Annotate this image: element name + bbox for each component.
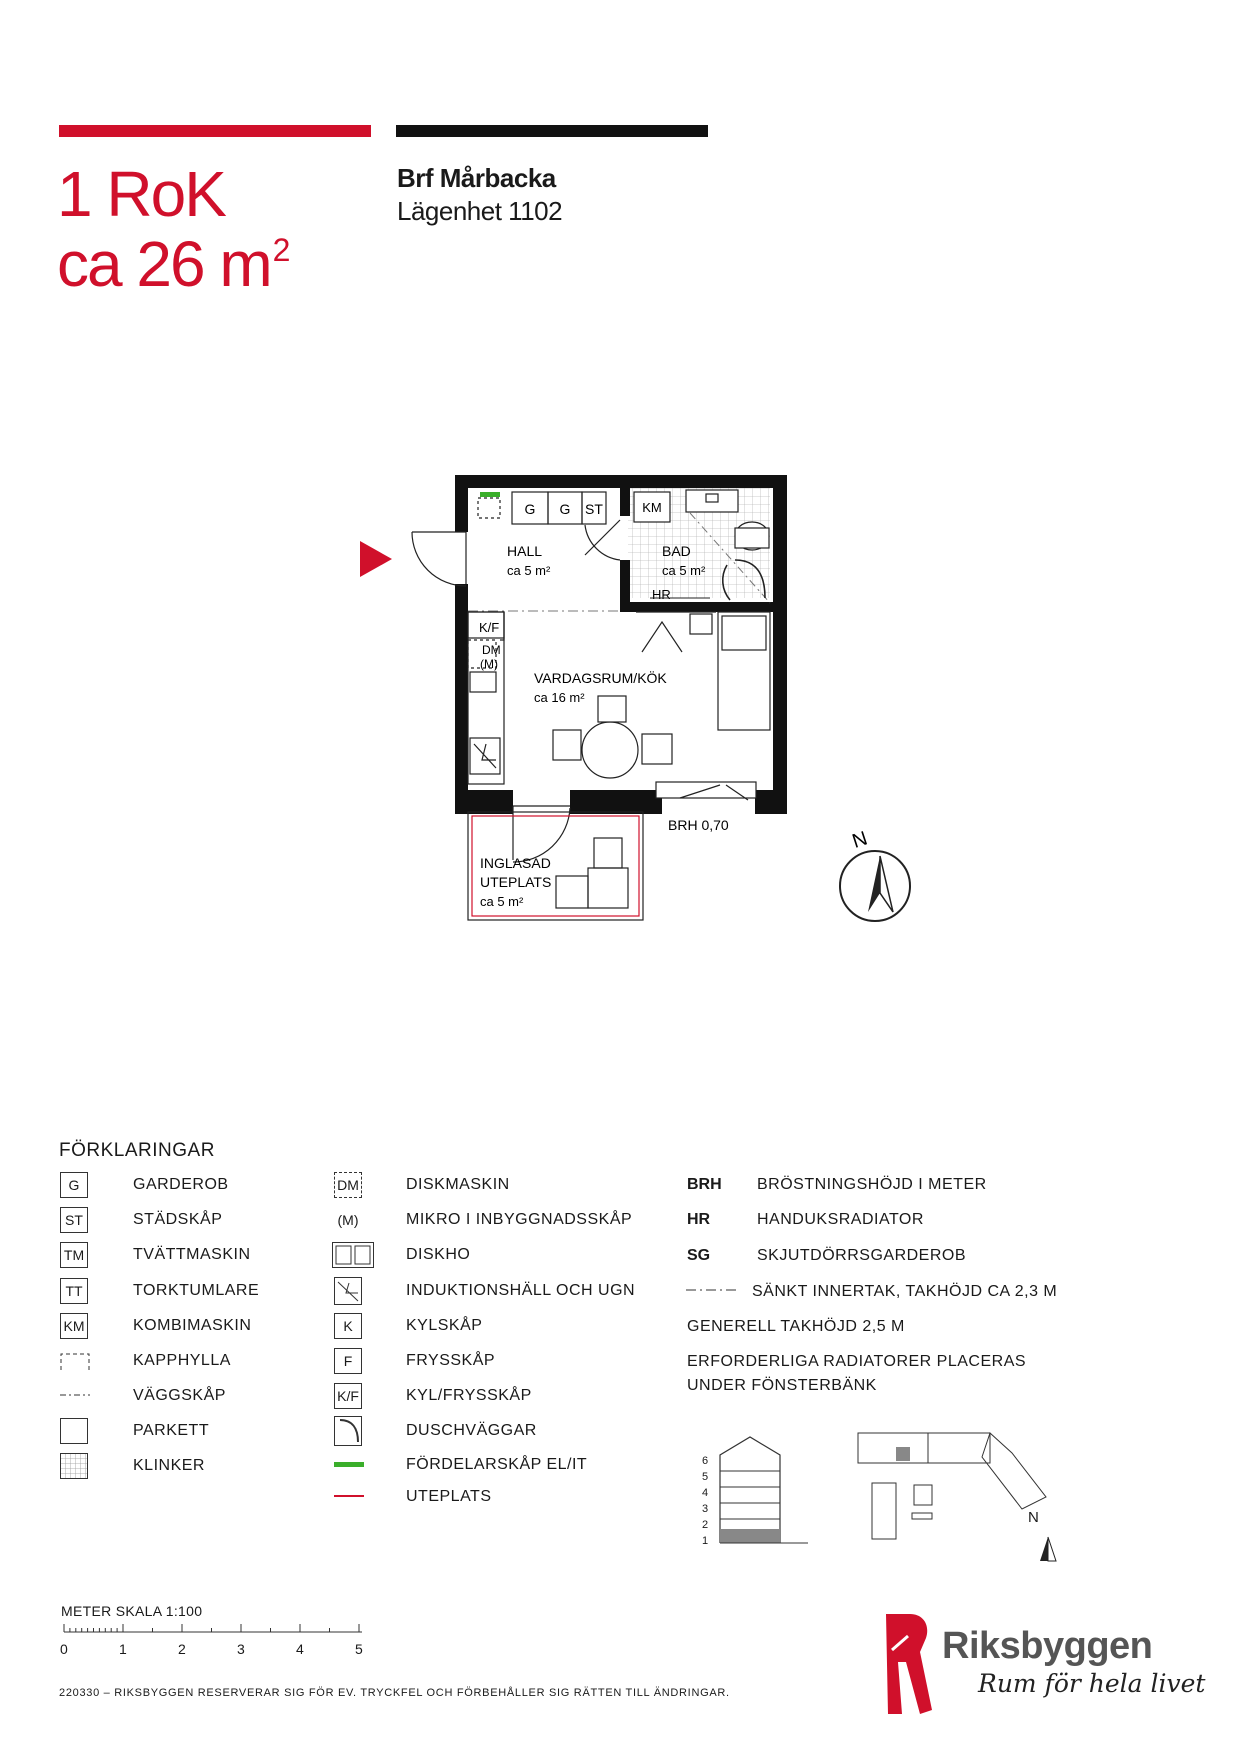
legend-label-induktion: INDUKTIONSHÄLL OCH UGN <box>406 1282 636 1299</box>
dishwasher-label: DM <box>482 643 501 657</box>
scale-tick: 5 <box>355 1641 364 1657</box>
legend-label-diskho: DISKHO <box>406 1246 471 1263</box>
room-label-hall: HALL <box>507 543 543 559</box>
riksbyggen-logo-icon <box>880 1610 940 1720</box>
legend-symbol-mikro: (M) <box>334 1207 362 1233</box>
legend-symbol-diskmaskin: DM <box>334 1172 362 1198</box>
scale-tick: 1 <box>119 1641 128 1657</box>
shower-wall-icon <box>334 1416 362 1446</box>
entrance-door <box>412 532 466 586</box>
legend-symbol-kombimaskin: KM <box>60 1313 88 1339</box>
association-name: Brf Mårbacka <box>397 163 556 193</box>
legend-symbol-garderob: G <box>60 1172 88 1198</box>
combi-machine-label: KM <box>642 500 662 515</box>
distribution-box-icon <box>334 1462 364 1467</box>
legend-symbol-frysskap: F <box>334 1348 362 1374</box>
patio-area: ca 5 m² <box>480 894 524 909</box>
towel-radiator-label: HR <box>652 587 671 602</box>
legend-label-stadskap: STÄDSKÅP <box>133 1211 223 1228</box>
legend-label-kapphylla: KAPPHYLLA <box>133 1352 231 1369</box>
legend-label-dusch: DUSCHVÄGGAR <box>406 1422 537 1439</box>
floor-section-diagram <box>690 1425 820 1550</box>
legend-label-frysskap: FRYSSKÅP <box>406 1352 496 1369</box>
north-arrow-icon <box>840 851 910 921</box>
note-lowered-ceiling: SÄNKT INNERTAK, TAKHÖJD CA 2,3 M <box>752 1283 1058 1300</box>
note-ceiling-height: GENERELL TAKHÖJD 2,5 M <box>687 1318 905 1335</box>
brand-tagline: Rum för hela livet <box>978 1669 1206 1698</box>
legend-abbr-brh: BRH <box>687 1176 722 1193</box>
legend-symbol-kylfrys: K/F <box>334 1383 362 1409</box>
distribution-box <box>480 492 500 497</box>
scale-tick: 2 <box>178 1641 187 1657</box>
wall-cabinet-icon <box>60 1388 90 1402</box>
note-radiators-1: ERFORDERLIGA RADIATORER PLACERAS <box>687 1353 1027 1370</box>
legend-label-fordelarskap: FÖRDELARSKÅP EL/IT <box>406 1456 588 1473</box>
room-area-living: ca 16 m² <box>534 690 585 705</box>
room-label-living: VARDAGSRUM/KÖK <box>534 670 667 686</box>
legend-label-diskmaskin: DISKMASKIN <box>406 1176 510 1193</box>
room-area-bathroom: ca 5 m² <box>662 563 706 578</box>
lowered-ceiling-icon <box>686 1286 738 1294</box>
legend-label-brh: BRÖSTNINGSHÖJD I METER <box>757 1176 987 1193</box>
legend-label-sg: SKJUTDÖRRSGARDEROB <box>757 1247 967 1264</box>
legend-label-torktumlare: TORKTUMLARE <box>133 1282 260 1299</box>
cleaning-cabinet-label: ST <box>585 501 603 517</box>
floor-number: 6 <box>702 1455 709 1467</box>
patio-label-1: INGLASAD <box>480 855 551 871</box>
patio-label-2: UTEPLATS <box>480 874 552 890</box>
legend-title: FÖRKLARINGAR <box>59 1140 215 1161</box>
scale-tick: 3 <box>237 1641 246 1657</box>
floor-number: 1 <box>702 1535 709 1547</box>
disclaimer: 220330 – RIKSBYGGEN RESERVERAR SIG FÖR EV. TRYCKFEL OCH FÖRBEHÅLLER SIG RÄTTEN TILL ÄNDRINGAR. <box>59 1687 730 1699</box>
wardrobe-label: G <box>524 501 536 517</box>
microwave-label: (M) <box>480 657 498 671</box>
legend-symbol-tvattmaskin: TM <box>60 1242 88 1268</box>
balcony-door <box>513 806 570 862</box>
scale-tick: 4 <box>296 1641 305 1657</box>
bathroom-door <box>585 520 620 560</box>
floor-number: 5 <box>702 1471 709 1483</box>
sill-height-label: BRH 0,70 <box>668 817 729 833</box>
legend-abbr-hr: HR <box>687 1211 711 1228</box>
room-label-bathroom: BAD <box>662 543 691 559</box>
patio-line-icon <box>334 1495 364 1497</box>
legend-label-kylskap: KYLSKÅP <box>406 1317 483 1334</box>
apartment-number: Lägenhet 1102 <box>397 196 563 226</box>
scale-tick: 0 <box>60 1641 69 1657</box>
legend-label-hr: HANDUKSRADIATOR <box>757 1211 924 1228</box>
site-north-label: N <box>1028 1509 1040 1526</box>
floor-number: 4 <box>702 1487 709 1499</box>
stove-icon <box>334 1277 362 1305</box>
note-radiators-2: UNDER FÖNSTERBÄNK <box>687 1377 877 1394</box>
legend-label-mikro: MIKRO I INBYGGNADSSKÅP <box>406 1211 633 1228</box>
room-area-hall: ca 5 m² <box>507 563 551 578</box>
fridge-freezer-label: K/F <box>479 620 500 635</box>
scale-label: METER SKALA 1:100 <box>61 1603 203 1619</box>
tile-icon <box>60 1453 88 1479</box>
wardrobe-label: G <box>559 501 571 517</box>
legend-label-klinker: KLINKER <box>133 1457 205 1474</box>
floor-number: 3 <box>702 1503 709 1515</box>
coat-shelf-icon <box>60 1350 90 1372</box>
legend-abbr-sg: SG <box>687 1247 711 1264</box>
site-plan <box>850 1425 1060 1575</box>
brand-name: Riksbyggen <box>942 1625 1153 1667</box>
apartment-type: 1 RoK <box>57 158 225 230</box>
legend-symbol-torktumlare: TT <box>60 1278 88 1304</box>
sink-icon <box>332 1242 374 1268</box>
kitchen <box>468 612 504 784</box>
floor-number: 2 <box>702 1519 709 1531</box>
living-furniture <box>553 612 770 800</box>
apartment-area: ca 26 $m^2$ <box>57 228 289 300</box>
legend-label-garderob: GARDEROB <box>133 1176 229 1193</box>
legend-label-kombimaskin: KOMBIMASKIN <box>133 1317 252 1334</box>
legend-label-parkett: PARKETT <box>133 1422 210 1439</box>
legend-symbol-kylskap: K <box>334 1313 362 1339</box>
legend-label-uteplats: UTEPLATS <box>406 1488 492 1505</box>
legend-label-vaggskap: VÄGGSKÅP <box>133 1387 226 1404</box>
scale-bar <box>60 1620 370 1640</box>
legend-label-tvattmaskin: TVÄTTMASKIN <box>133 1246 251 1263</box>
legend-symbol-stadskap: ST <box>60 1207 88 1233</box>
north-label: N <box>849 827 871 853</box>
entrance-arrow-icon <box>360 541 392 577</box>
legend-label-kylfrys: KYL/FRYSSKÅP <box>406 1387 532 1404</box>
parquet-icon <box>60 1418 88 1444</box>
